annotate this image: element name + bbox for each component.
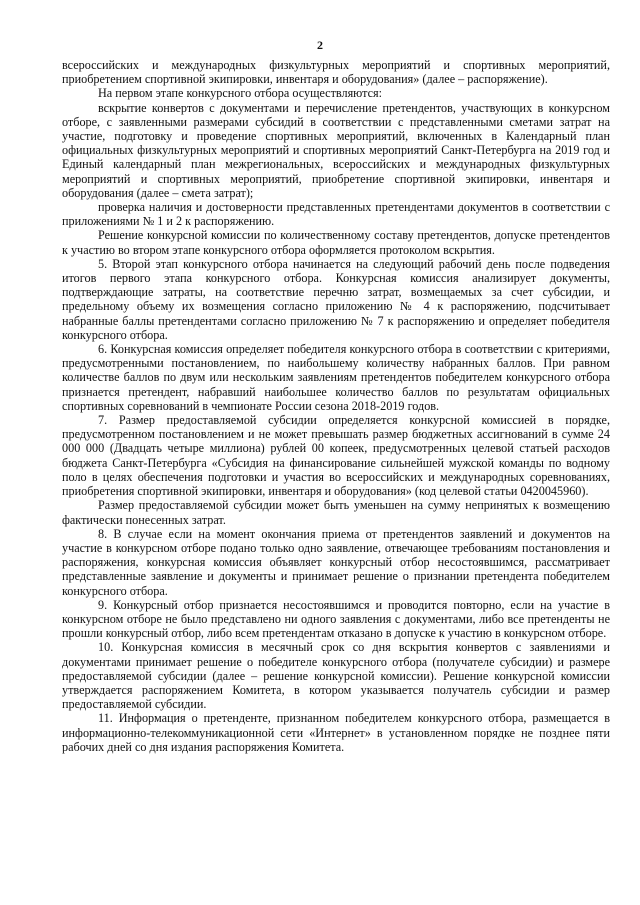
document-body: [62, 58, 610, 754]
paragraph-document-check: проверка наличия и достоверности представленных претендентами документов в соответствии с приложениями № 1 и 2 к распоряжению.: [62, 200, 610, 229]
paragraph-first-stage-intro: На первом этапе конкурсного отбора осуществляются:: [98, 86, 383, 101]
paragraph-commission-decision: Решение конкурсной комиссии по количественному составу претендентов, допуске претендентов к участию во втором этапе конкурсного отбора оформляется протоколом вскрытия.: [62, 228, 610, 257]
paragraph-continuation: всероссийских и международных физкультурных мероприятий и спортивных мероприятий, приобретением спортивной экипировки, инвентаря и оборудования» (далее – распоряжение).: [62, 58, 610, 87]
paragraph-item-8: 8. В случае если на момент окончания приема от претендентов заявлений и документов на участие в конкурсном отборе подано только одно заявление, отвечающее требованиям постановления и распоряжения, конкурсная комиссия объявляет конкурсный отбор несостоявшимся, рассматривает представленные заявление и документы и принимает решение о признании претендента победителем конкурсного отбора.: [62, 526, 610, 598]
paragraph-item-7: 7. Размер предоставляемой субсидии определяется конкурсной комиссией в порядке, предусмотренном постановлением и не может превышать размер бюджетных ассигнований в сумме 24 000 000 (Двадцать четыре миллиона) рублей 00 копеек, предусмотренных целевой статьей расходов бюджета Санкт-Петербурга «Субсидия на финансирование сильнейшей мужской команды по водному поло в целях обеспечения подготовки и участия во всероссийских и международных соревнованиях, приобретения спортивной экипировки, инвентаря и оборудования» (код целевой статьи 0420045960).: [62, 413, 610, 499]
paragraph-item-5: 5. Второй этап конкурсного отбора начинается на следующий рабочий день после подведения итогов первого этапа конкурсного отбора. Конкурсная комиссия анализирует документы, подтверждающие затраты, на соответствие перечню затрат, возмещаемых за счет субсидии, и предельному объему их возмещения согласно приложению № 4 к распоряжению, подсчитывает набранные баллы претендентами согласно приложению № 7 к распоряжению и определяет победителя конкурсного отбора.: [62, 256, 610, 342]
paragraph-item-11: 11. Информация о претенденте, признанном победителем конкурсного отбора, размещается в информационно-телекоммуникационной сети «Интернет» в установленном порядке не позднее пяти рабочих дней со дня издания распоряжения Комитета.: [62, 711, 610, 754]
paragraph-subsidy-reduction: Размер предоставляемой субсидии может быть уменьшен на сумму непринятых к возмещению фактически понесенных затрат.: [62, 498, 610, 527]
paragraph-item-6: 6. Конкурсная комиссия определяет победителя конкурсного отбора в соответствии с критериями, предусмотренными постановлением, по наибольшему количеству набранных баллов. При равном количестве баллов по двум или нескольким заявлениям претендентов победителем конкурсного отбора признается претендент, набравший наибольшее количество баллов по результатам официальных спортивных соревнований в чемпионате России сезона 2018-2019 годов.: [62, 342, 610, 413]
paragraph-item-10: 10. Конкурсная комиссия в месячный срок со дня вскрытия конвертов с заявлениями и документами принимает решение о победителе конкурсного отбора (получателе субсидии) и размере предоставляемой субсидии (далее – решение конкурсной комиссии). Решение конкурсной комиссии утверждается распоряжением Комитета, в котором указывается получатель субсидии и размер предоставляемой субсидии.: [62, 640, 610, 712]
page-number: 2: [317, 38, 323, 52]
paragraph-item-9: 9. Конкурсный отбор признается несостоявшимся и проводится повторно, если на участие в конкурсном отборе не было представлено ни одного заявления с документами, либо все претенденты не прошли конкурсный отбор, либо всем претендентам отказано в допуске к участию в конкурсном отборе.: [62, 597, 610, 641]
paragraph-opening-envelopes: вскрытие конвертов с документами и перечисление претендентов, участвующих в конкурсном отборе, с заявленными размерами субсидий в соответствии с представленными сметами затрат на участие, подготовку и проведение спортивных мероприятий, включенных в Календарный план официальных физкультурных мероприятий и спортивных мероприятий Санкт-Петербурга на 2019 год и Единый календарный план межрегиональных, всероссийских и международных физкультурных мероприятий и спортивных мероприятий, приобретение спортивной экипировки, инвентаря и оборудования (далее – смета затрат);: [62, 100, 610, 200]
